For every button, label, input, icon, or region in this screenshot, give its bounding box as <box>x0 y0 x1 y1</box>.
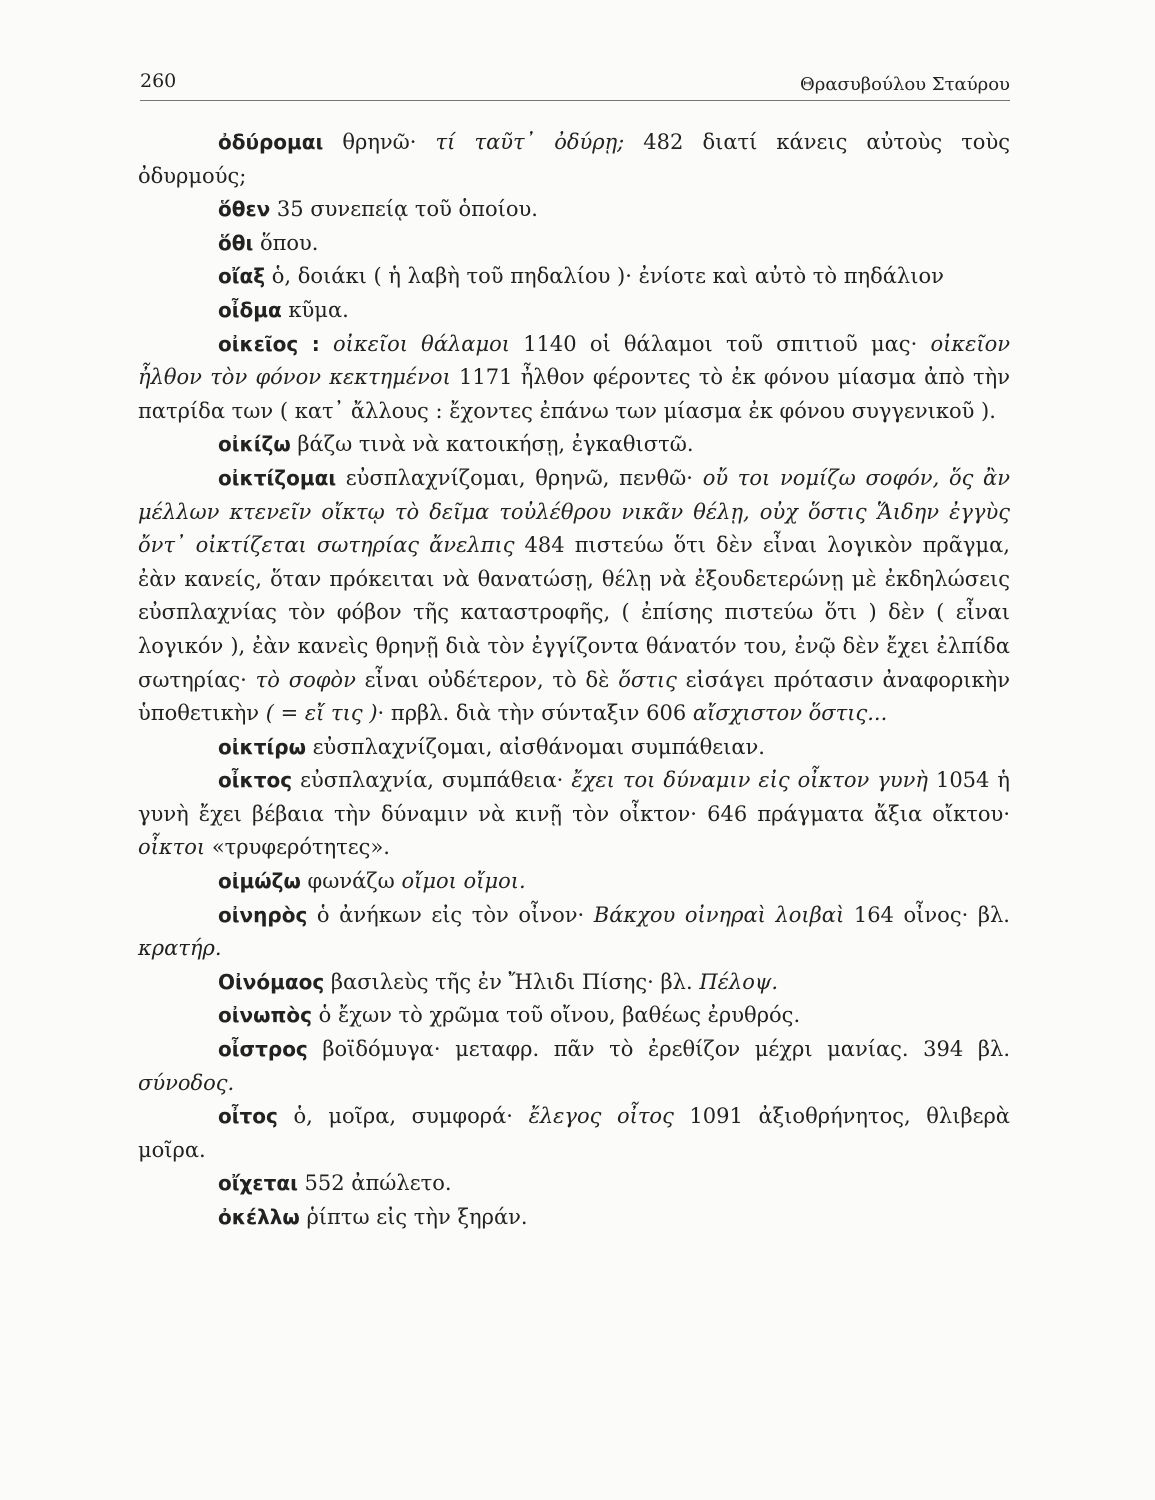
citation-text: τί ταῦτ᾽ ὀδύρῃ; <box>435 130 625 154</box>
definition-text: ὁ ἔχων τὸ χρῶμα τοῦ οἴνου, βαθέως ἐρυθρός. <box>311 1003 801 1028</box>
definition-text: 552 ἀπώλετο. <box>297 1171 452 1196</box>
citation-text: ( = εἴ τις ) <box>265 701 378 726</box>
glossary-entry <box>138 227 1010 261</box>
entry-lemma: οἴχεται <box>218 1171 298 1196</box>
definition-text: 482 διατί κάνεις αὐτοὺς τοὺς ὀδυρμούς; <box>138 130 1010 188</box>
citation-text: οἰκεῖον ἦλθον τὸν φόνον κεκτημένοι <box>138 331 1010 390</box>
entry-lemma: οἰκεῖος : <box>218 331 320 356</box>
citation-text: ἔλεγος οἶτος <box>528 1104 674 1129</box>
citation-text: Βάκχου οἰνηραὶ λοιβαὶ <box>593 902 845 927</box>
definition-text: · πρβλ. διὰ τὴν σύνταξιν 606 <box>377 701 693 726</box>
entry-lemma: οἰνωπὸς <box>218 1003 312 1028</box>
entry-lemma: Οἰνόμαος <box>218 969 325 994</box>
definition-text: βασιλεὺς τῆς ἐν Ἤλιδι Πίσης· βλ. <box>324 969 700 994</box>
glossary-entry <box>138 462 1010 731</box>
citation-text: οἰκεῖοι θάλαμοι <box>332 331 511 356</box>
definition-text: ὁ, μοῖρα, συμφορά· <box>277 1104 529 1129</box>
citation-text: ὅστις <box>618 667 677 692</box>
definition-text: ὁ ἀνήκων εἰς τὸν οἶνον· <box>307 902 594 927</box>
entry-lemma: οἰκτίρω <box>218 734 306 759</box>
citation-text: οἶκτοι <box>138 835 206 860</box>
entry-lemma: οἰνηρὸς <box>218 902 308 927</box>
glossary-entry <box>138 193 1010 227</box>
definition-text: εἶναι οὐδέτερον, τὸ δὲ <box>355 667 619 692</box>
definition-text: φωνάζω <box>300 869 402 894</box>
running-head-author: Θρασυβούλου Σταύρου <box>800 74 1010 95</box>
citation-text: κρατήρ. <box>138 936 222 961</box>
definition-text: ὅπου. <box>253 230 319 255</box>
glossary-entry <box>138 1033 1010 1100</box>
definition-text: 1140 οἱ θάλαμοι τοῦ σπιτιοῦ μας· <box>510 331 931 356</box>
citation-text: Πέλοψ. <box>699 969 779 994</box>
entry-lemma: ὅθεν <box>218 197 271 222</box>
glossary-entry <box>138 865 1010 899</box>
page-number: 260 <box>140 70 177 92</box>
entry-lemma: οἴαξ <box>218 264 266 289</box>
definition-text: 35 συνεπείᾳ τοῦ ὁποίου. <box>270 197 538 222</box>
entry-lemma: ὅθι <box>218 230 254 255</box>
definition-text: 1171 ἦλθον φέροντες τὸ ἐκ φόνου μίασμα ἀπὸ τὴν πατρίδα των ( κατ᾽ ἄλλους : ἔχοντες ἐπάνω των μίασμα ἐκ φόνου συγγενικοῦ ). <box>138 365 1011 423</box>
definition-text: 1054 ἡ γυνὴ ἔχει βέβαια τὴν δύναμιν νὰ κινῇ τὸν οἶκτον· 646 πράγματα ἄξια οἴκτου· <box>138 768 1010 826</box>
entry-lemma: οἰμώζω <box>218 869 301 894</box>
definition-text: 1091 ἀξιοθρήνητος, θλιβερὰ μοῖρα. <box>138 1104 1010 1162</box>
entry-lemma: οἰκτίζομαι <box>218 465 337 490</box>
entry-lemma: οἶδμα <box>218 297 282 322</box>
glossary-entry <box>138 1201 1010 1235</box>
entry-lemma: οἰκίζω <box>218 432 291 457</box>
definition-text: εἰσάγει πρότασιν ἀναφορικὴν ὑποθετικὴν <box>138 667 1011 726</box>
glossary-entry <box>138 1167 1010 1201</box>
definition-text: θρηνῶ· <box>323 130 436 154</box>
entry-lemma: οἶκτος <box>218 768 293 793</box>
entry-lemma: ὀδύρομαι <box>218 130 324 154</box>
citation-text: τὸ σοφὸν <box>255 667 356 692</box>
citation-text: οὔ τοι νομίζω σοφόν, ὅς ἂν μέλλων κτενεῖν οἴκτῳ τὸ δεῖμα τοὐλέθρου νικᾶν θέλῃ, οὐχ ὅστις Ἅιδην ἐγγὺς ὄντ᾽ οἰκτίζεται σωτηρίας ἄνελπις <box>138 465 1010 558</box>
definition-text: ῥίπτω εἰς τὴν ξηράν. <box>299 1205 528 1229</box>
glossary-entry <box>138 294 1010 328</box>
definition-text: εὐσπλαχνίζομαι, αἰσθάνομαι συμπάθειαν. <box>306 734 765 759</box>
glossary-entry <box>138 764 1010 865</box>
glossary-entry <box>138 126 1010 193</box>
citation-text: ἔχει τοι δύναμιν εἰς οἶκτον γυνὴ <box>571 768 928 793</box>
glossary-entry <box>138 899 1010 966</box>
citation-text: αἴσχιστον ὅστις... <box>692 701 888 726</box>
definition-text: ὁ, δοιάκι ( ἡ λαβὴ τοῦ πηδαλίου )· ἐνίοτε καὶ αὐτὸ τὸ πηδάλιον <box>265 264 944 289</box>
entry-lemma: οἶστρος <box>218 1037 308 1062</box>
glossary-body <box>138 126 1010 1235</box>
running-header <box>140 66 1010 101</box>
definition-text: «τρυφερότητες». <box>205 835 390 860</box>
entry-lemma: οἶτος <box>218 1104 278 1129</box>
definition-text <box>320 332 333 356</box>
entry-lemma: ὀκέλλω <box>218 1205 300 1229</box>
glossary-entry <box>138 260 1010 294</box>
definition-text: κῦμα. <box>281 297 349 322</box>
definition-text: εὐσπλαχνία, συμπάθεια· <box>292 768 572 793</box>
citation-text: οἴμοι οἴμοι. <box>401 869 526 894</box>
definition-text: εὐσπλαχνίζομαι, θρηνῶ, πενθῶ· <box>336 465 703 490</box>
glossary-entry <box>138 966 1010 1000</box>
glossary-entry <box>138 328 1010 429</box>
glossary-entry <box>138 731 1010 765</box>
definition-text: 164 οἶνος· βλ. <box>844 902 1010 927</box>
glossary-entry <box>138 999 1010 1033</box>
definition-text: βάζω τινὰ νὰ κατοικήσῃ, ἐγκαθιστῶ. <box>290 432 694 457</box>
definition-text: βοϊδόμυγα· μεταφρ. πᾶν τὸ ἐρεθίζον μέχρι μανίας. 394 βλ. <box>307 1037 1010 1062</box>
glossary-entry <box>138 1100 1010 1167</box>
citation-text: σύνοδος. <box>138 1070 235 1095</box>
glossary-entry <box>138 428 1010 462</box>
definition-text: 484 πιστεύω ὅτι δὲν εἶναι λογικὸν πρᾶγμα, ἐὰν κανείς, ὅταν πρόκειται νὰ θανατώσῃ, θέλῃ νὰ ἐξουδετερώνῃ μὲ ἐκδηλώσεις εὐσπλαχνίας τὸν φόβον τῆς καταστροφῆς, ( ἐπίσης πιστεύω ὅτι ) δὲν ( εἶναι λογικόν ), ἐὰν κανεὶς θρηνῇ διὰ τὸν ἐγγίζοντα θάνατόν του, ἐνῷ δὲν ἔχει ἐλπίδα σωτηρίας· <box>138 533 1010 692</box>
